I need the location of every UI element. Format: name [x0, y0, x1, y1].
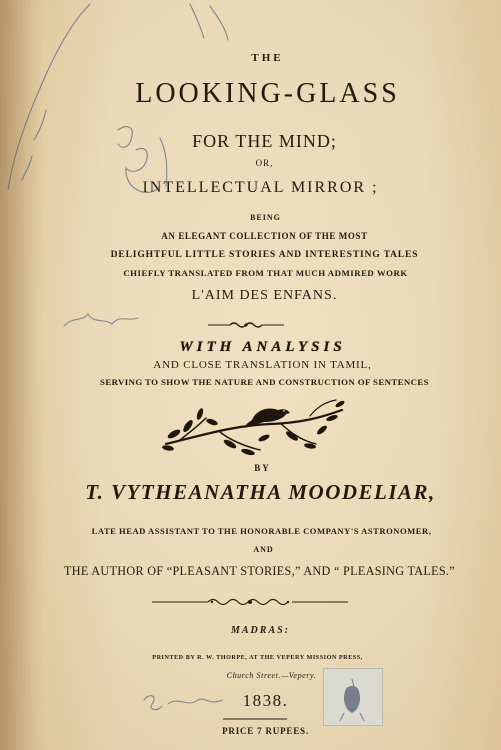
pencil-annotation-lower [60, 296, 160, 336]
by-label: BY [254, 463, 271, 473]
the-heading: THE [251, 52, 284, 64]
author-role: LATE HEAD ASSISTANT TO THE HONORABLE COMPANY'S ASTRONOMER, [91, 526, 432, 536]
library-stamp [323, 668, 383, 726]
author-name: T. VYTHEANATHA MOODELIAR, [85, 480, 436, 504]
purpose-line: SERVING TO SHOW THE NATURE AND CONSTRUCTION OF SENTENCES [100, 377, 429, 387]
and-connector: AND [253, 545, 274, 554]
description-line-3: CHIEFLY TRANSLATED FROM THAT MUCH ADMIRED WORK [123, 268, 408, 278]
place-of-publication: MADRAS: [230, 625, 290, 636]
source-work: L'AIM DES ENFANS. [191, 288, 338, 303]
pencil-annotation-bottom [138, 688, 228, 718]
bird-on-branch-vignette [160, 396, 346, 458]
other-works: THE AUTHOR OF “PLEASANT STORIES,” AND “ PLEASING TALES.” [64, 564, 455, 578]
with-analysis-heading: WITH ANALYSIS [179, 339, 346, 355]
small-ornament-rule [206, 320, 286, 330]
subtitle: INTELLECTUAL MIRROR ; [142, 179, 379, 196]
or-connector: OR, [255, 158, 274, 168]
publication-year: 1838. [242, 691, 289, 710]
printer-line: PRINTED BY R. W. THORPE, AT THE VEPERY MISSION PRESS, [152, 654, 363, 661]
description-line-2: DELIGHTFUL LITTLE STORIES AND INTERESTING TALES [110, 249, 419, 260]
short-rule [222, 717, 288, 721]
description-line-1: AN ELEGANT COLLECTION OF THE MOST [161, 231, 368, 241]
street-line: Church Street.—Vepery. [226, 671, 317, 680]
title-line-for-the-mind: FOR THE MIND; [192, 131, 337, 151]
price: PRICE 7 RUPEES. [222, 726, 309, 736]
main-title: LOOKING-GLASS [135, 78, 400, 109]
stamp-emblem-icon [324, 669, 382, 725]
being-label: BEING [250, 213, 281, 222]
pencil-annotation [0, 0, 230, 230]
translation-line: AND CLOSE TRANSLATION IN TAMIL, [153, 359, 372, 371]
ornamental-rule [150, 596, 350, 608]
